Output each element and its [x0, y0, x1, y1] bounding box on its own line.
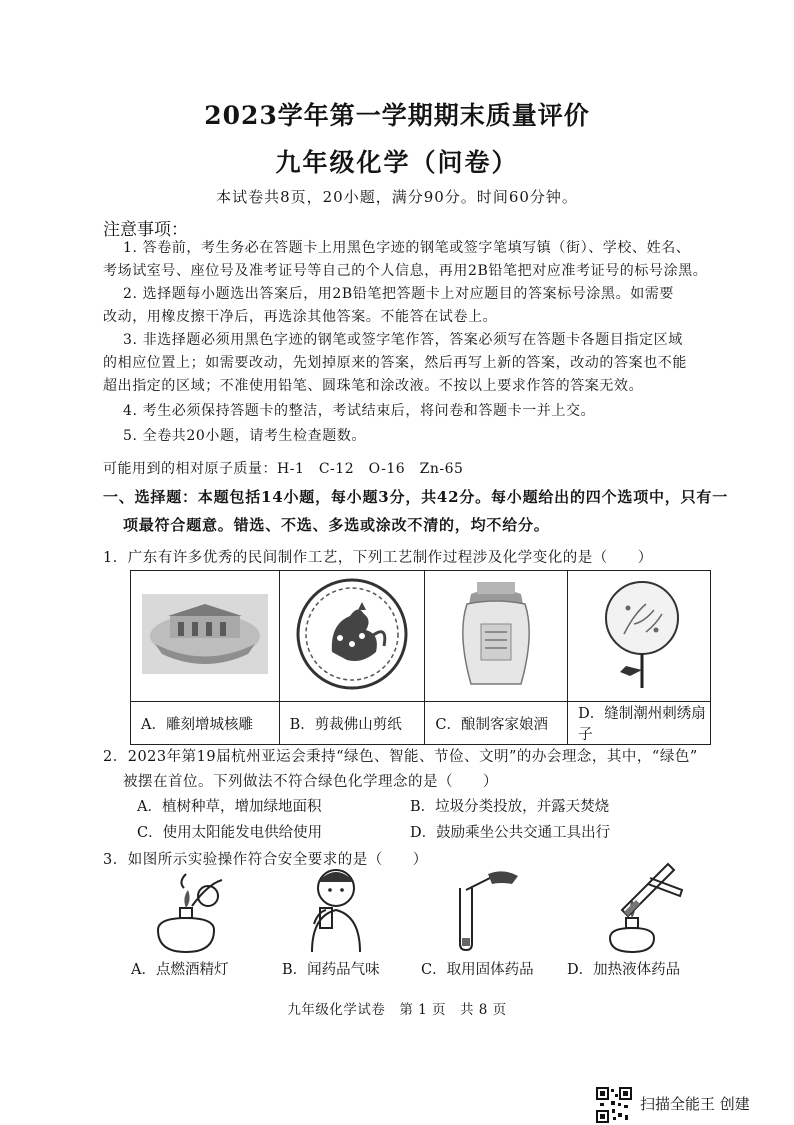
option-b-label: B．剪裁佛山剪纸 [279, 702, 425, 745]
notice-line: 的相应位置上；如需要改动，先划掉原来的答案，然后再写上新的答案，改动的答案也不能 [103, 355, 687, 371]
notice-line: 2. 选择题每小题选出答案后，用2B铅笔把答题卡上对应题目的答案标号涂黑。如需要 [123, 286, 675, 302]
wine-jar-image [441, 574, 551, 694]
scanner-watermark [596, 1085, 756, 1125]
section-heading-line: 项最符合题意。错选、不选、多选或涂改不清的，均不给分。 [123, 516, 550, 534]
question-1-stem: 1．广东有许多优秀的民间制作工艺，下列工艺制作过程涉及化学变化的是（ ） [103, 550, 653, 566]
notice-line: 超出指定的区域；不准使用铅笔、圆珠笔和涂改液。不按以上要求作答的答案无效。 [103, 378, 644, 394]
option-c-label: C．酿制客家娘酒 [425, 702, 568, 745]
question-2-option-a: A．植树种草，增加绿地面积 [137, 799, 322, 815]
question-3-option-d: D．加热液体药品 [567, 962, 681, 978]
exam-title: 2023学年第一学期期末质量评价 [204, 101, 590, 130]
embroidered-fan-image [584, 574, 694, 694]
qr-code-icon [596, 1087, 632, 1123]
option-d-label: D．缝制潮州刺绣扇子 [568, 702, 711, 745]
question-3-stem: 3．如图所示实验操作符合安全要求的是（ ） [103, 852, 428, 868]
question-3-option-a: A．点燃酒精灯 [131, 962, 229, 978]
paper-cutting-image [292, 574, 412, 694]
heating-liquid-icon [598, 860, 688, 955]
notice-line: 5. 全卷共20小题，请考生检查题数。 [123, 428, 367, 444]
question-2-option-c: C．使用太阳能发电供给使用 [137, 825, 323, 841]
notice-line: 3. 非选择题必须用黑色字迹的钢笔或签字笔作答，答案必须写在答题卡各题目指定区域 [123, 332, 683, 348]
option-b-image-cell [279, 571, 425, 702]
option-c-image-cell [425, 571, 568, 702]
exam-subtitle: 九年级化学（问卷） [275, 148, 519, 177]
page-footer: 九年级化学试卷 第 1 页 共 8 页 [287, 1002, 507, 1018]
question-2-option-b: B．垃圾分类投放，并露天焚烧 [410, 799, 610, 815]
atomic-masses: 可能用到的相对原子质量：H-1 C-12 O-16 Zn-65 [103, 461, 464, 477]
notice-line: 4. 考生必须保持答题卡的整洁，考试结束后，将问卷和答题卡一并上交。 [123, 403, 596, 419]
solid-reagent-icon [448, 868, 528, 953]
notice-line: 考场试室号、座位号及准考证号等自己的个人信息，再用2B铅笔把对应准考证号的标号涂黑。 [103, 263, 708, 279]
section-heading-line: 一、选择题：本题包括14小题，每小题3分，共42分。每小题给出的四个选项中，只有一 [103, 488, 728, 506]
notice-line: 改动，用橡皮擦干净后，再选涂其他答案。不能答在试卷上。 [103, 309, 498, 325]
question-1-options-table [130, 570, 711, 745]
exam-info: 本试卷共8页，20小题，满分90分。时间60分钟。 [216, 188, 578, 206]
scanner-watermark-text: 扫描全能王 创建 [640, 1095, 750, 1113]
smelling-reagent-icon [296, 860, 376, 955]
nut-carving-image [140, 584, 270, 684]
alcohol-lamp-lighting-icon [148, 870, 228, 955]
notice-heading: 注意事项： [103, 220, 188, 240]
notice-line: 1. 答卷前，考生务必在答题卡上用黑色字迹的钢笔或签字笔填写镇（街）、学校、姓名、 [123, 240, 691, 256]
option-d-image-cell [568, 571, 711, 702]
question-2-stem-line: 2．2023年第19届杭州亚运会秉持“绿色、智能、节俭、文明”的办会理念，其中，“绿色” [103, 749, 698, 765]
option-a-image-cell [131, 571, 280, 702]
question-3-option-c: C．取用固体药品 [421, 962, 534, 978]
option-a-label: A．雕刻增城核雕 [131, 702, 280, 745]
question-2-option-d: D．鼓励乘坐公共交通工具出行 [410, 825, 611, 841]
question-2-stem-line: 被摆在首位。下列做法不符合绿色化学理念的是（ ） [123, 774, 498, 790]
question-3-option-b: B．闻药品气味 [282, 962, 380, 978]
